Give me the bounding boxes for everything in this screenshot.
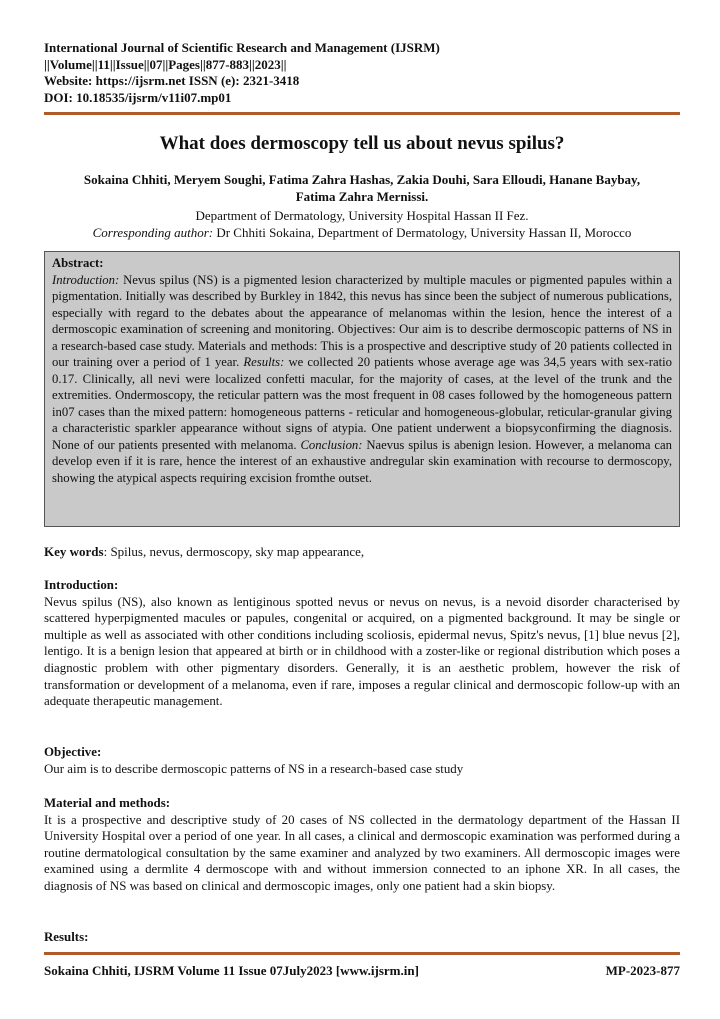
footer-page-id: MP-2023-877 [605, 963, 680, 978]
introduction-heading: Introduction: [44, 578, 119, 592]
journal-website: Website: https://ijsrm.net ISSN (e): 2321-3418 [44, 73, 300, 88]
affiliation-block [44, 208, 680, 241]
abstract-conclusion-label: Conclusion: [300, 437, 363, 452]
corresponding-text: Dr Chhiti Sokaina, Department of Dermatology, University Hassan II, Morocco [213, 224, 632, 240]
author-list [44, 171, 680, 205]
abstract-intro-text: Nevus spilus (NS) is a pigmented lesion characterized by multiple macules or pigmented papules within a pigmentation. Initially was described by Burkley in 1842, this nevus has since been the subject of numerous publications, especially with regard to the debates about the appearance of melanomas within the lesion, hence the interest of a dermoscopic examination of screening and monitoring. Objectives: Our aim is to describe dermoscopic patterns of NS in a research-based case study. [52, 272, 672, 353]
corresponding-author [44, 225, 680, 242]
methods-text: It is a prospective and descriptive study of 20 cases of NS collected in the dermatology department of the Hassan II University Hospital over a period of one year. In all cases, a clinical and dermoscopic examination was performed during a routine dermatological consultation by the same examiner and analyzed by two examiners. All dermoscopic images were examined using a dermlite 4 dermoscope with and without immersion connected to an iphone XR. In all cases, the diagnosis of NS was based on clinical and dermoscopic images, only one patient had a skin biopsy. [44, 812, 680, 893]
methods-section [44, 795, 680, 895]
introduction-section [44, 577, 680, 710]
introduction-text: Nevus spilus (NS), also known as lentiginous spotted nevus or nevus on nevus, is a nevoid disorder characterised by scattered hyperpigmented macules or papules, congenital or acquired, on a pigmented background. It may be single or multiple as well as associated with other conditions including scoliosis, epidermal nevus, Spitz's nevus, [1] blue nevus [2], lentigo. It is a benign lesion that appeared at birth or in childhood with a zoster-like or regional distribution which poses a diagnostic problem with other pigmentary disorders. Generally, it is an aesthetic problem, however the risk of transformation or development of a melanoma, even if rare, imposes a regular clinical and dermoscopic follow-up with an adequate therapeutic management. [44, 594, 680, 709]
methods-heading: Material and methods: [44, 796, 171, 810]
results-section [44, 929, 680, 946]
journal-name: International Journal of Scientific Research and Management (IJSRM) [44, 40, 440, 55]
objective-section [44, 744, 680, 777]
page-footer [44, 963, 680, 979]
footer-rule [44, 952, 680, 955]
journal-doi: DOI: 10.18535/ijsrm/v11i07.mp01 [44, 89, 232, 105]
results-heading: Results: [44, 930, 89, 944]
affiliation: Department of Dermatology, University Hospital Hassan II Fez. [195, 208, 529, 223]
abstract-methods-text: Materials and methods: This is a prospective and descriptive study of 20 patients collected in our training over a period of 1 year. [52, 338, 672, 369]
journal-volume: ||Volume||11||Issue||07||Pages||877-883||2023|| [44, 56, 287, 72]
header-rule [44, 112, 680, 115]
keywords-text: : Spilus, nevus, dermoscopy, sky map appearance, [103, 544, 365, 559]
footer-citation: Sokaina Chhiti, IJSRM Volume 11 Issue 07July2023 [www.ijsrm.in] [44, 963, 419, 978]
abstract-results-text: we collected 20 patients whose average age was 34,5 years with sex-ratio 0.17. Clinically, all nevi were localized confetti macular, for the majority of cases, at the level of the trunk and the extremities. Ondermoscopy, the reticular pattern was the most frequent in 08 cases followed by the homogeneous pattern in07 cases than the mixed pattern: homogeneous patterns - reticular and homogeneous-globular, reticular-granular giving a characteristic sparkler appearance without signs of atypia. One patient underwent a biopsyconfirming the diagnosis. None of our patients presented with melanoma. [52, 355, 673, 452]
abstract-results-label: Results: [243, 355, 285, 369]
abstract-body [52, 272, 672, 487]
paper-title: What does dermoscopy tell us about nevus spilus? [159, 133, 565, 154]
objective-heading: Objective: [44, 745, 102, 759]
abstract-box [44, 251, 680, 527]
corresponding-label: Corresponding author: [92, 224, 214, 240]
keywords [44, 544, 364, 560]
abstract-intro-label: Introduction: [52, 272, 120, 287]
abstract-heading: Abstract: [52, 256, 104, 270]
authors-line-2: Fatima Zahra Mernissi. [295, 189, 429, 204]
authors-line-1: Sokaina Chhiti, Meryem Soughi, Fatima Zahra Hashas, Zakia Douhi, Sara Elloudi, Hanane Baybay, [83, 172, 641, 187]
journal-header [44, 40, 440, 106]
keywords-label: Key words [44, 544, 104, 559]
abstract-conclusion-text: Naevus spilus is abenign lesion. However, a melanoma can develop even if it is rare, hence the interest of an exhaustive andregular skin examination with recourse to dermoscopy, showing the atypical aspects requiring excision fromthe outset. [52, 437, 672, 485]
objective-text: Our aim is to describe dermoscopic patterns of NS in a research-based case study [44, 761, 464, 776]
